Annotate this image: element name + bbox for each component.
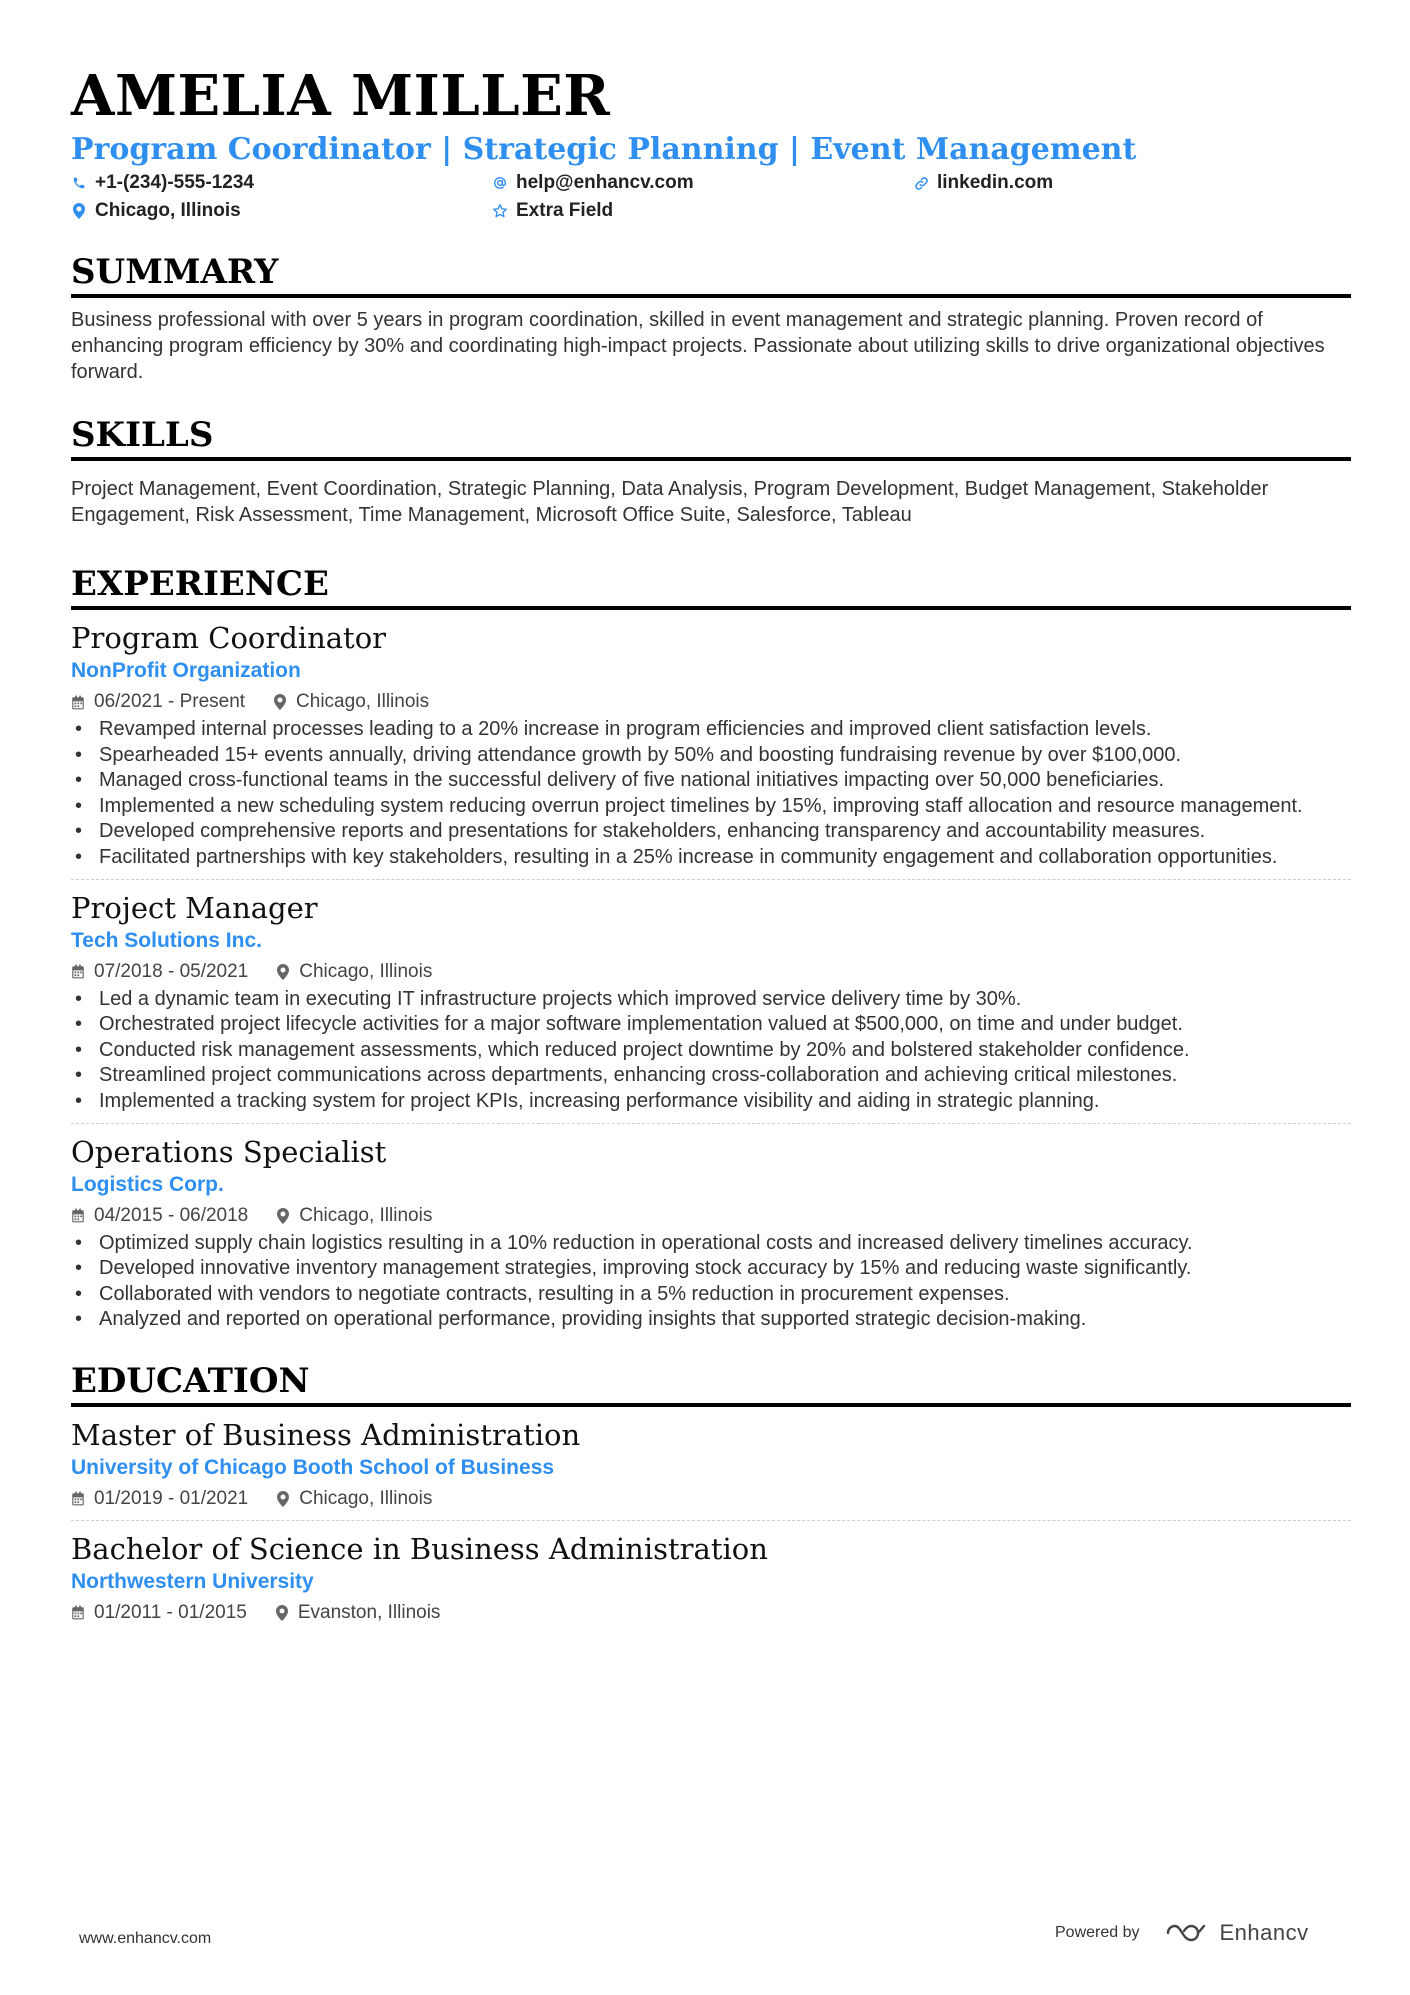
star-icon [492, 202, 508, 220]
experience-entry [71, 610, 1351, 871]
location-pin-icon [276, 1491, 290, 1507]
contact-phone-text: +1-(234)-555-1234 [95, 172, 254, 193]
footer-website[interactable]: www.enhancv.com [79, 1930, 212, 1947]
company-name: Tech Solutions Inc. [71, 928, 262, 952]
list-item: • Facilitated partnerships with key stakeholders, resulting in a 25% increase in community engagement and collaboration opportunities. [71, 845, 1351, 871]
contact-linkedin[interactable] [913, 172, 1351, 194]
job-location: Chicago, Illinois [299, 1204, 433, 1226]
location-pin-icon [275, 1605, 289, 1621]
phone-icon [71, 174, 87, 192]
job-dates: 06/2021 - Present [94, 691, 246, 712]
company-name: Logistics Corp. [71, 1172, 224, 1196]
contact-extra-field [492, 200, 913, 222]
experience-section [71, 564, 1351, 1333]
powered-by-label: Powered by [1055, 1924, 1140, 1941]
list-item: • Analyzed and reported on operational performance, providing insights that supported strategic decision-making. [71, 1307, 1351, 1333]
degree-title: Master of Business Administration [71, 1417, 581, 1452]
contact-phone[interactable] [71, 172, 492, 194]
job-meta [71, 689, 1351, 715]
education-dates: 01/2011 - 01/2015 [94, 1601, 247, 1623]
job-meta [71, 959, 1351, 985]
summary-heading: SUMMARY [71, 252, 1351, 298]
summary-section [71, 252, 1351, 385]
education-entry [71, 1520, 1351, 1626]
location-pin-icon [273, 694, 287, 710]
skills-section [71, 415, 1351, 528]
contact-email[interactable] [492, 172, 913, 194]
list-item: • Developed innovative inventory management strategies, improving stock accuracy by 15% and reducing waste significantly. [71, 1256, 1351, 1282]
enhancv-logo-icon [1164, 1922, 1208, 1944]
school-name: University of Chicago Booth School of Business [71, 1455, 555, 1479]
contact-list [71, 172, 1351, 222]
job-bullets [71, 987, 1351, 1115]
location-pin-icon [276, 964, 290, 980]
list-item: • Spearheaded 15+ events annually, driving attendance growth by 50% and boosting fundraising revenue by over $100,000. [71, 743, 1351, 769]
footer-branding [1055, 1920, 1309, 1946]
summary-text: Business professional with over 5 years in program coordination, skilled in event management and strategic planning. Proven record of enhancing program efficiency by 30% and coordinating high-impact projects. Passionate about utilizing skills to drive organizational objectives forward. [71, 309, 1325, 383]
job-location: Chicago, Illinois [299, 960, 433, 982]
enhancv-logo[interactable] [1164, 1920, 1309, 1946]
education-meta [71, 1600, 1351, 1626]
skills-heading: SKILLS [71, 415, 1351, 461]
list-item: • Orchestrated project lifecycle activities for a major software implementation valued at $500,000, on time and under budget. [71, 1012, 1351, 1038]
company-name: NonProfit Organization [71, 659, 301, 682]
list-item: • Optimized supply chain logistics resulting in a 10% reduction in operational costs and increased delivery timelines accuracy. [71, 1231, 1351, 1257]
candidate-headline: Program Coordinator | Strategic Planning | Event Management [71, 132, 1137, 167]
list-item: • Collaborated with vendors to negotiate contracts, resulting in a 5% reduction in procurement expenses. [71, 1282, 1351, 1308]
contact-extra-field-text: Extra Field [516, 200, 614, 221]
list-item: • Conducted risk management assessments, which reduced project downtime by 20% and bolstered stakeholder confidence. [71, 1038, 1351, 1064]
job-dates: 04/2015 - 06/2018 [94, 1204, 249, 1226]
education-location: Evanston, Illinois [297, 1601, 441, 1623]
calendar-icon [71, 1605, 85, 1621]
job-location: Chicago, Illinois [296, 691, 430, 712]
education-heading: EDUCATION [71, 1361, 1351, 1407]
calendar-icon [71, 964, 85, 980]
experience-entry [71, 1123, 1351, 1333]
calendar-icon [71, 1491, 85, 1507]
link-icon [913, 174, 929, 192]
job-title: Program Coordinator [71, 621, 387, 655]
skills-text: Project Management, Event Coordination, Strategic Planning, Data Analysis, Program Development, Budget Management, Stakeholder Engagement, Risk Assessment, Time Management, Microsoft Office Suite, Salesforce, Tableau [71, 478, 1269, 526]
education-section [71, 1361, 1351, 1626]
contact-email-text: help@enhancv.com [516, 172, 694, 193]
school-name: Northwestern University [71, 1569, 314, 1593]
degree-title: Bachelor of Science in Business Administration [71, 1531, 768, 1566]
job-bullets [71, 1231, 1351, 1333]
location-pin-icon [276, 1208, 290, 1224]
list-item: • Led a dynamic team in executing IT infrastructure projects which improved service delivery time by 30%. [71, 987, 1351, 1013]
education-meta [71, 1486, 1351, 1512]
contact-linkedin-text: linkedin.com [937, 172, 1054, 193]
calendar-icon [71, 694, 85, 710]
experience-heading: EXPERIENCE [71, 564, 1351, 610]
list-item: • Managed cross-functional teams in the successful delivery of five national initiatives impacting over 50,000 beneficiaries. [71, 768, 1351, 794]
education-location: Chicago, Illinois [299, 1487, 433, 1509]
location-pin-icon [71, 202, 87, 220]
job-meta [71, 1203, 1351, 1229]
contact-location [71, 200, 492, 222]
education-entry [71, 1407, 1351, 1512]
job-dates: 07/2018 - 05/2021 [94, 960, 249, 982]
job-bullets [71, 717, 1351, 871]
job-title: Operations Specialist [71, 1134, 387, 1169]
list-item: • Developed comprehensive reports and presentations for stakeholders, enhancing transparency and accountability measures. [71, 819, 1351, 845]
candidate-name: AMELIA MILLER [71, 63, 611, 129]
list-item: • Revamped internal processes leading to a 20% increase in program efficiencies and improved client satisfaction levels. [71, 717, 1351, 743]
at-icon [492, 174, 508, 192]
resume-page [71, 60, 1351, 1626]
calendar-icon [71, 1208, 85, 1224]
list-item: • Implemented a new scheduling system reducing overrun project timelines by 15%, improving staff allocation and resource management. [71, 794, 1351, 820]
experience-entry [71, 879, 1351, 1115]
enhancv-logo-text: Enhancv [1219, 1920, 1309, 1945]
job-title: Project Manager [71, 890, 318, 925]
list-item: • Implemented a tracking system for project KPIs, increasing performance visibility and aiding in strategic planning. [71, 1089, 1351, 1115]
contact-location-text: Chicago, Illinois [95, 200, 241, 221]
list-item: • Streamlined project communications across departments, enhancing cross-collaboration and achieving critical milestones. [71, 1063, 1351, 1089]
education-dates: 01/2019 - 01/2021 [94, 1487, 249, 1509]
